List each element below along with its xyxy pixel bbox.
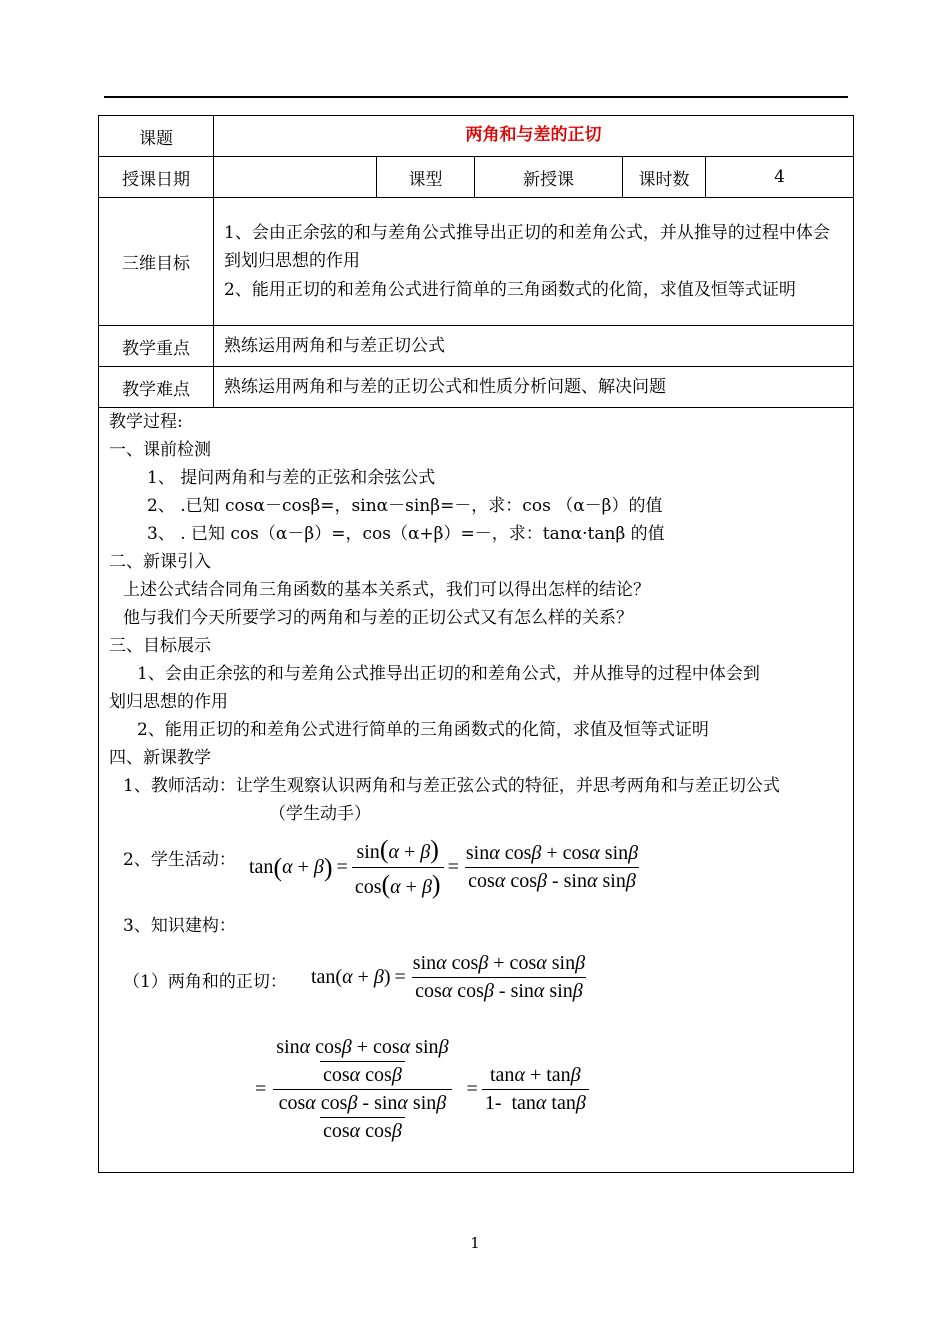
difficulty-value: 熟练运用两角和与差的正切公式和性质分析问题、解决问题 bbox=[214, 367, 854, 408]
process-cell bbox=[99, 408, 854, 1173]
key-value: 熟练运用两角和与差正切公式 bbox=[214, 326, 854, 367]
hours-label: 课时数 bbox=[623, 157, 706, 198]
section-1-q1: 1、 提问两角和与差的正弦和余弦公式 bbox=[147, 468, 436, 488]
goals-value bbox=[214, 198, 854, 326]
key-row bbox=[99, 326, 854, 367]
section-1-title: 一、课前检测 bbox=[109, 440, 211, 460]
section-3-line-2: 2、能用正切的和差角公式进行简单的三角函数式的化简，求值及恒等式证明 bbox=[137, 720, 709, 740]
section-3-title: 三、目标展示 bbox=[109, 636, 211, 656]
goal-2: 2、能用正切的和差角公式进行简单的三角函数式的化简，求值及恒等式证明 bbox=[224, 279, 796, 300]
goals-label: 三维目标 bbox=[99, 198, 214, 326]
topic-value: 两角和与差的正切 bbox=[214, 116, 854, 157]
compound-fraction-formula: = $\frac{\frac{\text{sinα cosβ + cosα sinβ}}{\text{cosα cosβ}}}{\frac{\text{cosα cosβ - sinα sinβ}}{\text{cosα cosβ}}}$ = $\frac{\tan\alpha + \tan\beta}{\text{1- tanα tanβ}}$ bbox=[251, 1036, 589, 1143]
key-label: 教学重点 bbox=[99, 326, 214, 367]
student-activity-formula: tan ( α + β ) = $\frac{\sin(\alpha + \beta)}{\cos(\alpha + \beta)}$ = $\frac{\text{sinα cosβ + cosα sinβ}}{\text{cosα cosβ - sinα sinβ}}$ bbox=[249, 835, 639, 899]
section-4-title: 四、新课教学 bbox=[109, 748, 211, 768]
difficulty-row bbox=[99, 367, 854, 408]
section-1-q3: 3、 . 已知 cos（α－β）=，cos（α+β）=－，求：tanα·tanβ 的值 bbox=[147, 524, 665, 544]
section-2-line-2: 他与我们今天所要学习的两角和与差的正切公式又有怎么样的关系？ bbox=[123, 608, 633, 628]
teacher-activity: 1、教师活动：让学生观察认识两角和与差正弦公式的特征，并思考两角和与差正切公式 bbox=[123, 776, 780, 796]
section-1-q2: 2、 .已知 cosα－cosβ=，sinα－sinβ=－，求：cos （α－β）的值 bbox=[147, 496, 663, 516]
date-value bbox=[214, 157, 377, 198]
hours-value: 4 bbox=[706, 157, 854, 198]
section-3-line-1-cont: 划归思想的作用 bbox=[109, 692, 228, 712]
sum-tangent-formula: tan(α + β) = $\frac{\text{sinα cosβ + cosα sinβ}}{\text{cosα cosβ - sinα sinβ}}$ bbox=[311, 952, 586, 1002]
type-value: 新授课 bbox=[475, 157, 623, 198]
section-3-line-1: 1、会由正余弦的和与差角公式推导出正切的和差角公式，并从推导的过程中体会到 bbox=[137, 664, 760, 684]
header-rule bbox=[104, 96, 848, 98]
teacher-activity-note: （学生动手） bbox=[269, 804, 371, 824]
goal-1: 1、会由正余弦的和与差角公式推导出正切的和差角公式，并从推导的过程中体会到划归思想的作用 bbox=[224, 222, 830, 272]
type-label: 课型 bbox=[377, 157, 475, 198]
knowledge-construction: 3、知识建构： bbox=[123, 916, 236, 936]
date-label: 授课日期 bbox=[99, 157, 214, 198]
section-2-line-1: 上述公式结合同角三角函数的基本关系式，我们可以得出怎样的结论？ bbox=[123, 580, 650, 600]
topic-label: 课题 bbox=[99, 116, 214, 157]
meta-row bbox=[99, 157, 854, 198]
process-heading: 教学过程: bbox=[109, 412, 183, 432]
section-2-title: 二、新课引入 bbox=[109, 552, 211, 572]
topic-row bbox=[99, 116, 854, 157]
lesson-plan-table bbox=[98, 115, 854, 1173]
process-row bbox=[99, 408, 854, 1173]
sum-tangent-label: （1）两角和的正切： bbox=[123, 972, 287, 992]
difficulty-label: 教学难点 bbox=[99, 367, 214, 408]
goals-row bbox=[99, 198, 854, 326]
student-activity: 2、学生活动： bbox=[123, 850, 236, 870]
page-number: 1 bbox=[470, 1234, 480, 1252]
